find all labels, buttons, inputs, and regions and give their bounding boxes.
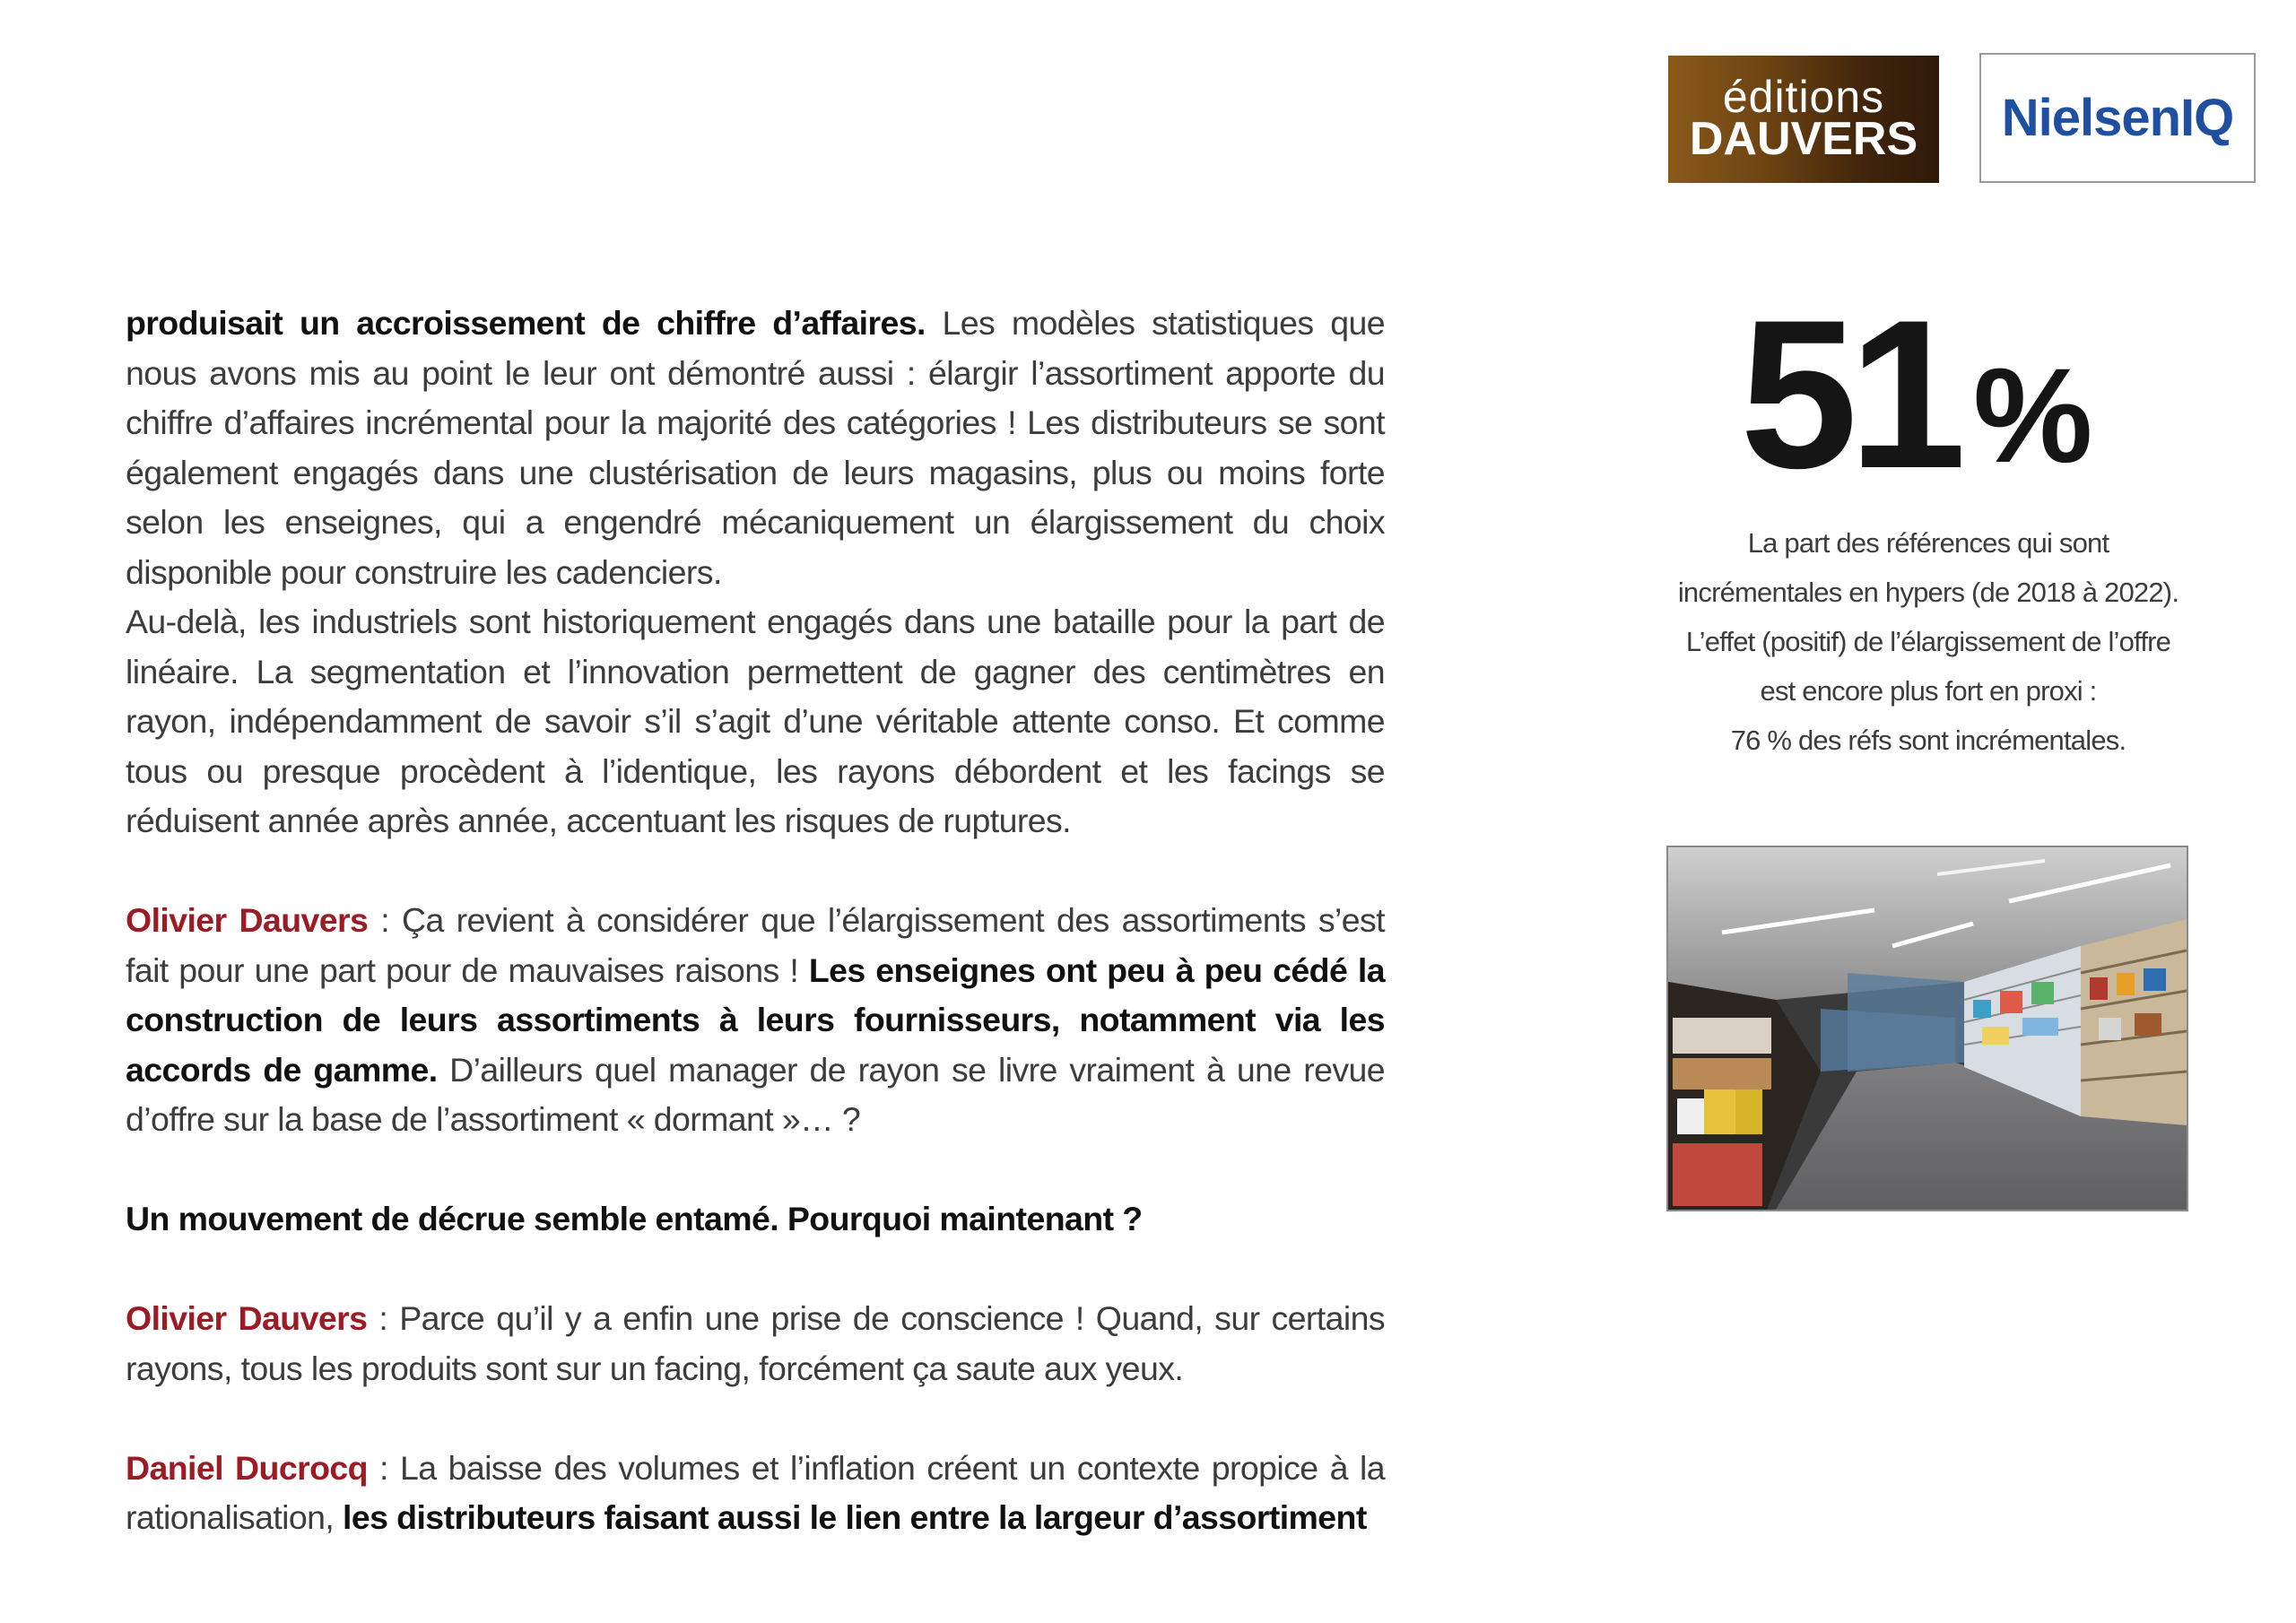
paragraph-1-text: Les modèles statistiques que nous avons mis au point le leur ont démontré aussi : élargir l’assortiment apporte du chiffre d’affaires incrémental pour la majorité des catégories ! Les distributeurs se sont également engagés dans une clustérisation de leurs magasins, plus ou moins forte selon les enseignes, qui a engendré mécaniquement un élargissement du choix disponible pour construire les cadenciers. <box>126 304 1385 591</box>
caption-line: 76 % des réfs sont incrémentales. <box>1730 725 2126 756</box>
caption-line: La part des références qui sont <box>1747 527 2109 559</box>
supermarket-aisle-illustration <box>1668 847 2187 1210</box>
speaker-name: Olivier Dauvers <box>126 1299 368 1337</box>
speaker-name: Olivier Dauvers <box>126 901 369 939</box>
logo-dauvers-line1: éditions <box>1722 72 1885 122</box>
nielseniq-logo-text: NielsenIQ <box>2001 89 2234 147</box>
paragraph-2: Au-delà, les industriels sont historiquement engagés dans une bataille pour la part de linéaire. La segmentation et l’innovation permettent de gagner des centimètres en rayon, indépendamment de savoir s’il s’agit d’une véritable attente conso. Et comme tous ou presque procèdent à l’identique, les rayons débordent et les facings se réduisent année après année, accentuant les risques de ruptures. <box>126 603 1385 839</box>
paragraph-gap <box>126 1393 1385 1444</box>
key-figure-caption <box>1641 518 2215 765</box>
paragraph-3-text-b: D’ailleurs quel manager de rayon se livre vraiment à une revue d’offre sur la base de l’assortiment « dormant »… ? <box>126 1050 1385 1138</box>
caption-line: L’effet (positif) de l’élargissement de l’offre <box>1685 626 2171 657</box>
paragraph-3 <box>126 896 1385 1145</box>
logo-dauvers-line2: DAUVERS <box>1689 113 1918 165</box>
editions-dauvers-logo <box>1668 56 1939 183</box>
paragraph-3-text-a: : Ça revient à considérer que l’élargissement des assortiments s’est fait pour une part pour de mauvaises raisons ! <box>126 901 1385 989</box>
caption-line: incrémentales en hypers (de 2018 à 2022). <box>1677 577 2179 608</box>
paragraph-4-text: : Parce qu’il y a enfin une prise de conscience ! Quand, sur certains rayons, tous les produits sont sur un facing, forcément ça saute aux yeux. <box>126 1299 1385 1387</box>
paragraph-5-bold: les distributeurs faisant aussi le lien entre la largeur d’assortiment <box>343 1498 1367 1536</box>
interview-question: Un mouvement de décrue semble entamé. Pourquoi maintenant ? <box>126 1200 1143 1237</box>
key-figure-value: 51 <box>1740 276 1958 513</box>
paragraph-4 <box>126 1294 1385 1393</box>
caption-line: est encore plus fort en proxi : <box>1760 675 2097 707</box>
nielseniq-logo <box>1979 53 2256 183</box>
paragraph-gap <box>126 1145 1385 1195</box>
paragraph-5-text: : La baisse des volumes et l’inflation créent un contexte propice à la rationalisation, <box>126 1448 1385 1536</box>
paragraph-1-bold-lead: produisait un accroissement de chiffre d’affaires. <box>126 304 926 342</box>
key-figure <box>1659 276 2287 513</box>
paragraph-1 <box>126 299 1385 597</box>
key-figure-unit: % <box>1973 340 2093 490</box>
article-body <box>126 299 1385 1543</box>
paragraph-gap <box>126 1245 1385 1295</box>
supermarket-aisle-photo <box>1666 846 2188 1211</box>
speaker-name: Daniel Ducrocq <box>126 1448 368 1487</box>
paragraph-3-bold: Les enseignes ont peu à peu cédé la construction de leurs assortiments à leurs fournisseurs, notamment via les accords de gamme. <box>126 950 1385 1089</box>
paragraph-5 <box>126 1444 1385 1543</box>
paragraph-gap <box>126 846 1385 897</box>
